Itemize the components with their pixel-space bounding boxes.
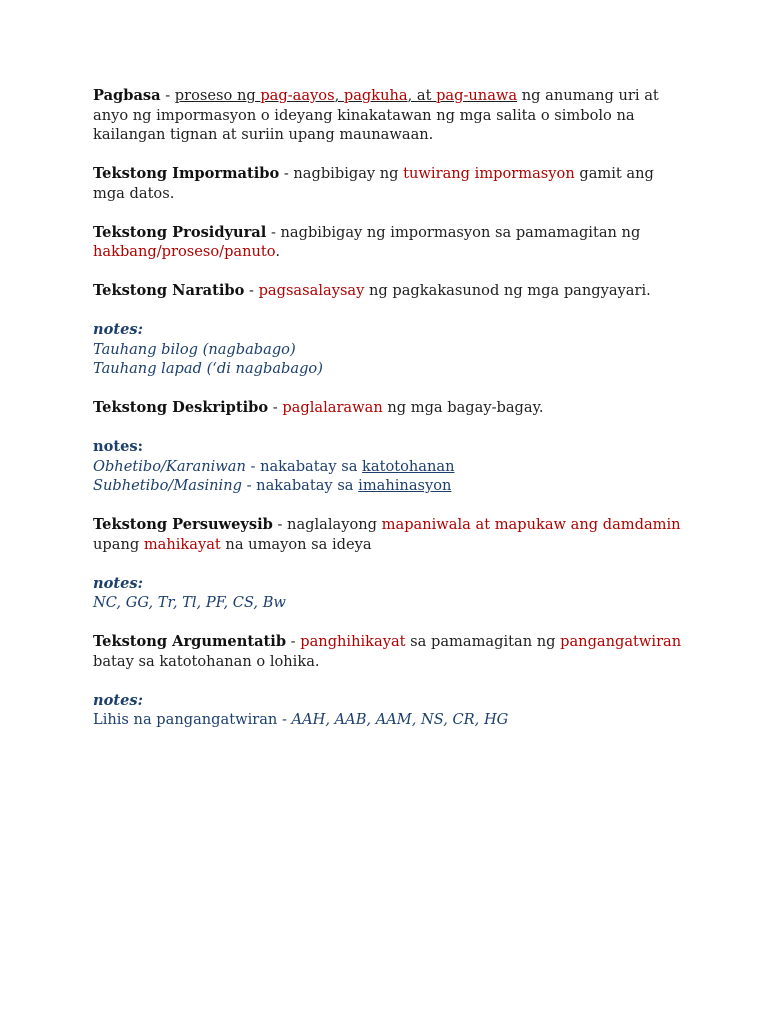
note-line: Lihis na pangangatwiran - AAH, AAB, AAM, NS, CR, HG: [93, 711, 509, 728]
notes-naratibo: [93, 320, 683, 379]
underlined-phrase: proseso ng pag-aayos, pagkuha, at pag-unawa: [174, 87, 518, 104]
definition-argumentatib: Tekstong Argumentatib - panghihikayat sa pamamagitan ng pangangatwiran batay sa katotohanan o lohika.: [93, 633, 682, 670]
term-impormatibo: Tekstong Impormatibo: [93, 165, 280, 182]
term-prosidyural: Tekstong Prosidyural: [93, 223, 267, 241]
notes-persuweysib: [93, 574, 683, 613]
notes-label: notes:: [93, 321, 143, 338]
note-line: Tauhang lapad (‘di nagbabago): [93, 360, 323, 377]
note-line: NC, GG, Tr, Tl, PF, CS, Bw: [93, 594, 286, 611]
definition-prosidyural: Tekstong Prosidyural - nagbibigay ng impormasyon sa pamamagitan ng hakbang/proseso/panuto.: [93, 223, 641, 260]
definition-naratibo: Tekstong Naratibo - pagsasalaysay ng pagkakasunod ng mga pangyayari.: [93, 282, 651, 299]
note-line: Subhetibo/Masining - nakabatay sa imahinasyon: [93, 477, 452, 494]
term-pagbasa: Pagbasa: [93, 87, 161, 104]
note-line: Tauhang bilog (nagbabago): [93, 340, 296, 358]
notes-label: notes:: [93, 691, 143, 709]
term-persuweysib: Tekstong Persuweysib: [93, 516, 273, 533]
definition-deskriptibo: Tekstong Deskriptibo - paglalarawan ng mga bagay-bagay.: [93, 399, 544, 416]
term-naratibo: Tekstong Naratibo: [93, 282, 245, 299]
notes-label: notes:: [93, 574, 143, 592]
term-deskriptibo: Tekstong Deskriptibo: [93, 399, 269, 416]
notes-argumentatib: [93, 691, 683, 730]
document-page: [93, 86, 683, 749]
definition-pagbasa: Pagbasa - proseso ng pag-aayos, pagkuha, at pag-unawa ng anumang uri at anyo ng impormasyon o ideyang kinakatawan ng mga salita o simbolo na kailangan tignan at suriin upang maunawaan.: [93, 87, 659, 143]
term-argumentatib: Tekstong Argumentatib: [93, 633, 287, 650]
definition-impormatibo: Tekstong Impormatibo - nagbibigay ng tuwirang impormasyon gamit ang mga datos.: [93, 165, 654, 202]
notes-deskriptibo: [93, 437, 683, 496]
definition-persuweysib: Tekstong Persuweysib - naglalayong mapaniwala at mapukaw ang damdamin upang mahikayat na umayon sa ideya: [93, 516, 681, 553]
note-line: Obhetibo/Karaniwan - nakabatay sa katotohanan: [93, 457, 455, 475]
notes-label: notes:: [93, 438, 143, 455]
